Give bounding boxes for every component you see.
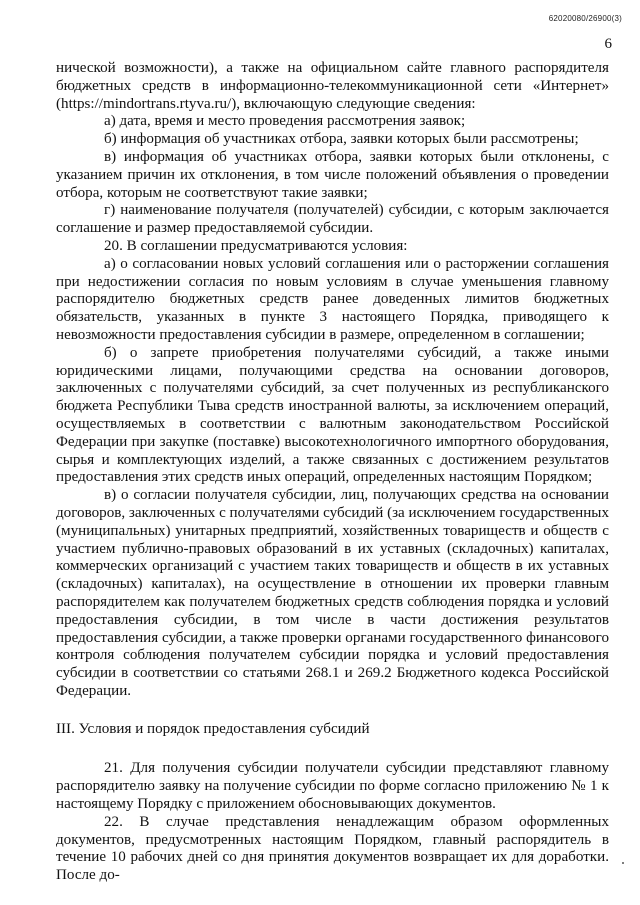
paragraph: б) информация об участниках отбора, заявки которых были рассмотрены;: [104, 131, 579, 148]
body-text: [56, 60, 609, 885]
section-heading: III. Условия и порядок предоставления субсидий: [56, 720, 370, 737]
paragraph: 21. Для получения субсидии получатели субсидии представляют главному распорядителю заявку на получение субсидии по форме согласно приложению № 1 к настоящему Порядку с приложением обосновывающих документов.: [56, 760, 609, 813]
paragraph: нической возможности), а также на официальном сайте главного распорядителя бюджетных средств в информационно-телекоммуникационной сети «Интернет» (https://mindortrans.rtyva.ru/), включающую следующие сведения:: [56, 60, 609, 112]
paragraph: а) о согласовании новых условий соглашения или о расторжении соглашения при недостижении согласия по новым условиям в случае уменьшения главному распорядителю бюджетных средств ранее доведенных лимитов бюджетных обязательств, указанных в пункте 3 настоящего Порядка, приводящего к невозможности предоставления субсидии в размере, определенном в соглашении;: [56, 255, 609, 343]
paragraph: г) наименование получателя (получателей) субсидии, с которым заключается соглашение и размер предоставляемой субсидии.: [56, 202, 609, 237]
scan-speck: [622, 862, 624, 864]
paragraph: 22. В случае представления ненадлежащим образом оформленных документов, предусмотренных настоящим Порядком, главный распорядитель в течение 10 рабочих дней со дня принятия документов возвращает их для доработки. После до-: [56, 813, 609, 884]
page-number: 6: [604, 36, 612, 52]
paragraph: а) дата, время и место проведения рассмотрения заявок;: [104, 113, 466, 130]
document-id: 62020080/26900(3): [548, 14, 622, 23]
paragraph: в) о согласии получателя субсидии, лиц, получающих средства на основании договоров, заключенных с получателями субсидий (за исключением государственных (муниципальных) унитарных предприятий, хозяйственных товариществ и обществ с участием публично-правовых образований в их уставных (складочных) капиталах, коммерческих организаций с участием таких товариществ и обществ в их уставных (складочных) капиталах), на осуществление в отношении их проверки главным распорядителем как получателем бюджетных средств соблюдения порядка и условий предоставления субсидии, в том числе в части достижения результатов предоставления субсидии, а также проверки органами государственного финансового контроля соблюдения получателем субсидии порядка и условий предоставления субсидии в соответствии со статьями 268.1 и 269.2 Бюджетного кодекса Российской Федерации.: [56, 487, 609, 699]
paragraph: 20. В соглашении предусматриваются условия:: [104, 237, 408, 254]
paragraph: в) информация об участниках отбора, заявки которых были отклонены, с указанием причин их отклонения, в том числе положений объявления о проведении отбора, которым не соответствуют такие заявки;: [56, 148, 609, 201]
paragraph: б) о запрете приобретения получателями субсидий, а также иными юридическими лицами, получающими средства на основании договоров, заключенных с получателями субсидий, за счет полученных из республиканского бюджета Республики Тыва средств иностранной валюты, за исключением операций, осуществляемых в соответствии с валютным законодательством Российской Федерации при закупке (поставке) высокотехнологичного импортного оборудования, сырья и комплектующих изделий, а также связанных с достижением результатов предоставления этих средств иных операций, определенных настоящим Порядком;: [56, 344, 609, 486]
